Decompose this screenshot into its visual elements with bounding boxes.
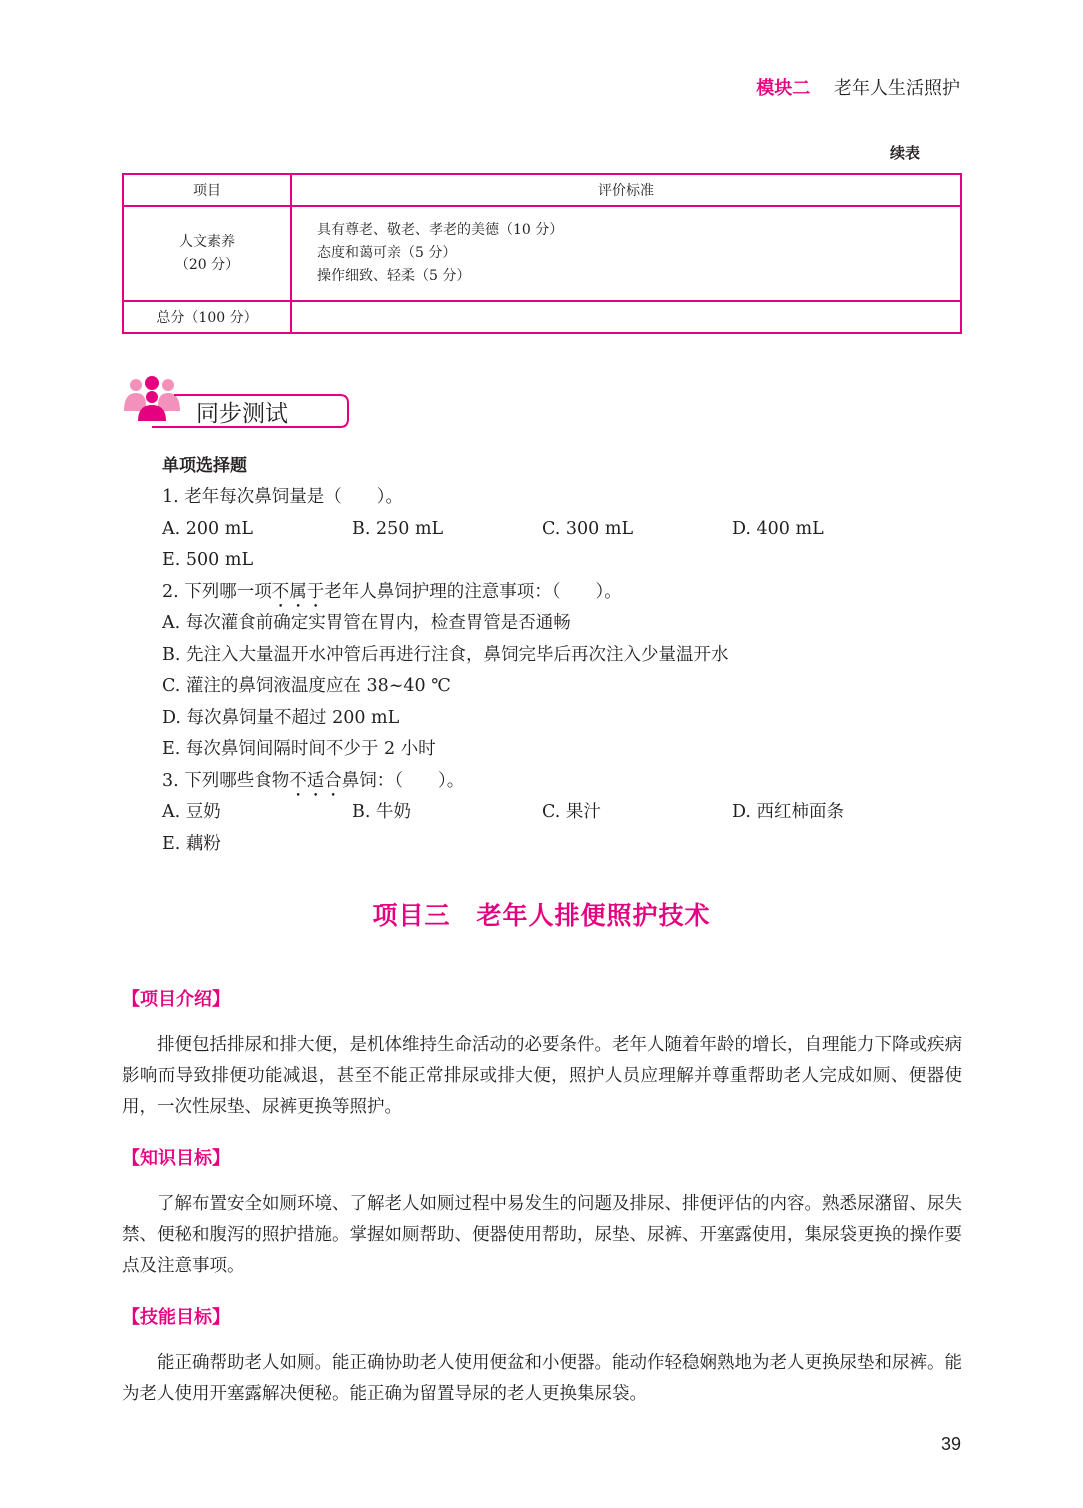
question-3-emphasis: 不适合 — [289, 770, 342, 791]
option-b: B. 先注入大量温开水冲管后再进行注食，鼻饲完毕后再次注入少量温开水 — [162, 644, 729, 665]
question-2-prefix: 2. 下列哪一项 — [162, 581, 272, 602]
total-value — [291, 301, 961, 333]
intro-heading: 【项目介绍】 — [122, 989, 230, 1010]
column-header-item: 项目 — [123, 174, 291, 206]
option-c: C. 灌注的鼻饲液温度应在 38~40 ℃ — [162, 676, 451, 696]
page-number: 39 — [940, 1434, 961, 1454]
column-header-criteria: 评价标准 — [291, 174, 961, 206]
quiz-section — [162, 450, 962, 860]
question-2 — [162, 577, 962, 609]
question-1-options — [162, 514, 962, 546]
skill-paragraph: 能正确帮助老人如厕。能正确协助老人使用便盆和小便器。能动作轻稳娴熟地为老人更换尿垫和尿裤。能为老人使用开塞露解决便秘。能正确为留置导尿的老人更换集尿袋。 — [122, 1353, 962, 1404]
skill-heading: 【技能目标】 — [122, 1307, 230, 1328]
option-d: D. 400 mL — [732, 518, 824, 539]
option-e: E. 每次鼻饲间隔时间不少于 2 小时 — [162, 739, 436, 759]
option-d: D. 西红柿面条 — [732, 802, 845, 822]
option-d: D. 每次鼻饲量不超过 200 mL — [162, 707, 400, 728]
knowledge-heading: 【知识目标】 — [122, 1148, 230, 1169]
evaluation-table — [122, 173, 962, 334]
project-title: 项目三 老年人排便照护技术 — [372, 901, 711, 930]
module-label: 模块二 — [756, 78, 811, 99]
module-subtitle: 老年人生活照护 — [834, 78, 960, 99]
people-group-icon — [124, 376, 180, 421]
option-b: B. 250 mL — [352, 518, 444, 539]
criteria-line: 操作细致、轻柔（5 分） — [317, 268, 471, 284]
option-e: E. 藕粉 — [162, 833, 221, 854]
quiz-heading: 单项选择题 — [162, 456, 247, 476]
total-label: 总分（100 分） — [123, 301, 291, 333]
option-b: B. 牛奶 — [352, 802, 411, 822]
option-c: C. 300 mL — [542, 518, 634, 539]
intro-paragraph: 排便包括排尿和排大便，是机体维持生命活动的必要条件。老年人随着年龄的增长，自理能力下降或疾病影响而导致排便功能减退，甚至不能正常排尿或排大便，照护人员应理解并尊重帮助老人完成如厕、便器使用，一次性尿垫、尿裤更换等照护。 — [122, 1035, 962, 1117]
sync-test-title: 同步测试 — [196, 401, 288, 427]
row-item-name: 人文素养 — [179, 233, 235, 250]
option-e: E. 500 mL — [162, 550, 254, 570]
option-a: A. 200 mL — [162, 518, 253, 539]
question-3 — [162, 766, 962, 798]
question-1: 1. 老年每次鼻饲量是（ ）。 — [162, 487, 404, 507]
option-a: A. 豆奶 — [162, 802, 221, 822]
table-total-row — [123, 301, 961, 333]
running-header — [756, 74, 960, 100]
criteria-line: 态度和蔼可亲（5 分） — [317, 245, 457, 261]
option-a: A. 每次灌食前确定实胃管在胃内，检查胃管是否通畅 — [162, 613, 571, 633]
question-3-options — [162, 797, 962, 829]
question-2-emphasis: 不属于 — [271, 581, 325, 602]
row-item-score: （20 分） — [174, 256, 240, 273]
row-criteria-cell — [291, 206, 961, 301]
question-3-prefix: 3. 下列哪些食物 — [162, 770, 290, 791]
continued-table-label: 续表 — [889, 144, 920, 162]
criteria-line: 具有尊老、敬老、孝老的美德（10 分） — [317, 222, 564, 238]
question-3-suffix: 鼻饲：（ ）。 — [341, 770, 465, 791]
table-row — [123, 206, 961, 301]
table-header-row — [123, 174, 961, 206]
knowledge-paragraph: 了解布置安全如厕环境、了解老人如厕过程中易发生的问题及排尿、排便评估的内容。熟悉尿潴留、尿失禁、便秘和腹泻的照护措施。掌握如厕帮助、便器使用帮助，尿垫、尿裤、开塞露使用，集尿袋更换的操作要点及注意事项。 — [122, 1194, 962, 1276]
row-item-cell — [123, 206, 291, 301]
option-c: C. 果汁 — [542, 802, 601, 822]
question-2-suffix: 老年人鼻饲护理的注意事项：（ ）。 — [324, 581, 622, 602]
